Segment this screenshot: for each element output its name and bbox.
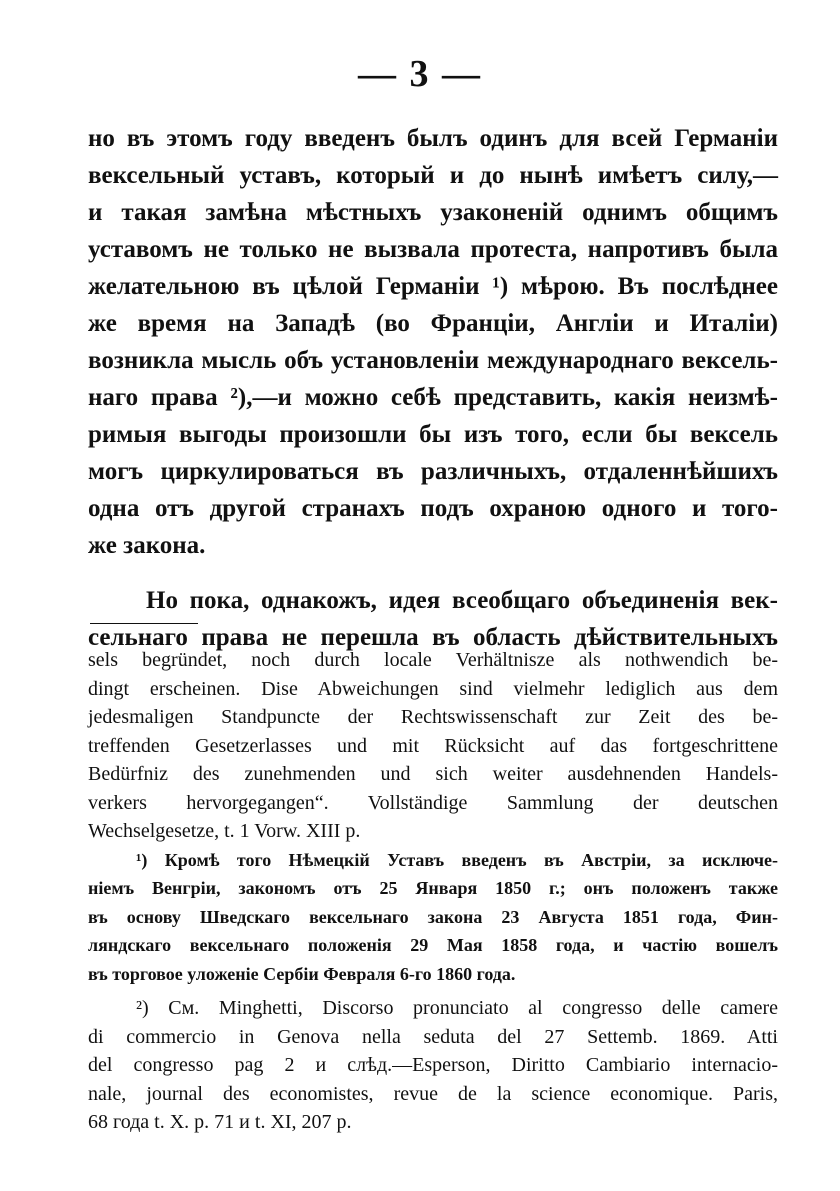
footnote-line: ляндскаго вексельнаго положенія 29 Мая 1858 года, и частію вошелъ [88, 935, 778, 955]
footnote-line: nale, journal des economistes, revue de la science economique. Paris, [88, 1082, 778, 1105]
text-line: одна отъ другой странахъ подъ охраною одного и того- [88, 495, 778, 522]
footnote-line: verkers hervorgegangen“. Vollständige Sammlung der deutschen [88, 791, 778, 814]
footnote-line: del congresso pag 2 и слѣд.—Esperson, Diritto Cambiario internacio- [88, 1054, 778, 1076]
text-line: Но пока, однакожъ, идея всеобщаго объединенія век- [146, 587, 778, 614]
footnote-line: sels begründet, noch durch locale Verhältnisze als nothwendich be- [88, 649, 778, 671]
text-line: же время на Западѣ (во Франціи, Англіи и Италіи) [88, 310, 778, 337]
footnote-line: 68 года t. X. p. 71 и t. XI, 207 p. [88, 1111, 352, 1133]
text-line: же закона. [88, 532, 206, 559]
footnote-line: ніемъ Венгріи, закономъ отъ 25 Января 1850 г.; онъ положенъ также [88, 878, 778, 898]
page-number: — 3 — [358, 53, 482, 95]
text-line: вексельный уставъ, который и до нынѣ имѣетъ силу,— [88, 162, 778, 189]
footnote-line: dingt erscheinen. Dise Abweichungen sind vielmehr lediglich aus dem [88, 677, 778, 700]
text-line: наго права ²),—и можно себѣ представить, какія неизмѣ- [88, 384, 778, 411]
text-line: и такая замѣна мѣстныхъ узаконеній однимъ общимъ [88, 199, 778, 226]
footnote-2 [88, 994, 778, 1137]
footnote-line: Bedürfniz des zunehmenden und sich weiter ausdehnenden Handels- [88, 763, 778, 785]
paragraph-1 [88, 120, 778, 564]
text-line: сельнаго права не перешла въ область дѣйствительныхъ [88, 624, 778, 651]
text-line: римыя выгоды произошли бы изъ того, если бы вексель [88, 421, 778, 448]
text-line: но въ этомъ году введенъ былъ одинъ для всей Германіи [88, 125, 778, 152]
footnote-line: въ торговое уложеніе Сербіи Февраля 6-го 1860 года. [88, 963, 516, 984]
footnote-line: ²) См. Minghetti, Discorso pronunciato al congresso delle camere [136, 997, 778, 1019]
footnote-1 [88, 846, 778, 989]
footnotes [88, 646, 778, 1137]
footnote-line: di commercio in Genova nella seduta del 27 Settemb. 1869. Atti [88, 1025, 778, 1048]
footnote-divider [90, 623, 198, 624]
paragraph-2 [88, 582, 778, 656]
footnote-line: jedesmaligen Standpuncte der Rechtswissenschaft zur Zeit des be- [88, 706, 778, 728]
footnote-line: въ основу Шведскаго вексельнаго закона 23 Августа 1851 года, Фин- [88, 906, 778, 927]
main-text [88, 120, 778, 656]
text-line: возникла мысль объ установленіи международнаго вексель- [88, 347, 778, 374]
footnote-line: Wechselgesetze, t. 1 Vorw. XIII p. [88, 820, 361, 842]
paragraph-gap [88, 564, 778, 582]
footnote-continuation [88, 646, 778, 846]
footnote-line: treffenden Gesetzerlasses und mit Rücksicht auf das fortgeschrittene [88, 734, 778, 757]
text-line: могъ циркулироваться въ различныхъ, отдаленнѣйшихъ [88, 458, 778, 485]
text-line: уставомъ не только не вызвала протеста, напротивъ была [88, 236, 778, 263]
footnote-line: ¹) Кромѣ того Нѣмецкій Уставъ введенъ въ Австріи, за исключе- [136, 849, 778, 870]
text-line: желательною въ цѣлой Германіи ¹) мѣрою. Въ послѣднее [88, 273, 778, 300]
